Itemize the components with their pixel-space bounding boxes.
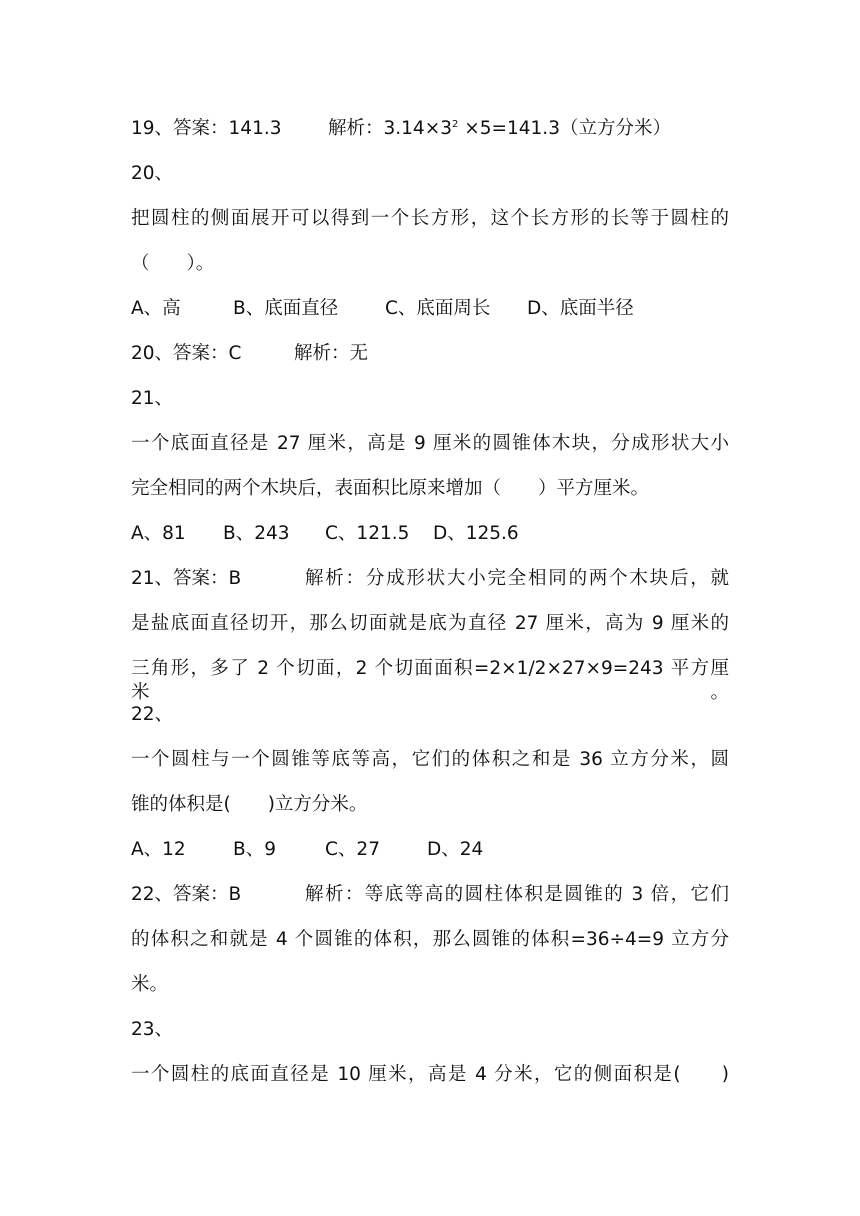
- q20-answer: 20、答案：C: [131, 343, 242, 364]
- q20-option-b: B、底面直径: [233, 298, 339, 319]
- q22-number: 22、: [131, 704, 174, 725]
- q20-analysis: 解析：无: [294, 343, 369, 364]
- q21-option-a: A、81: [131, 523, 186, 544]
- q20-option-a: A、高: [131, 298, 181, 319]
- q21-stem-line-2: 完全相同的两个木块后，表面积比原来增加（ ）平方厘米。: [131, 478, 650, 499]
- q22-analysis-line-2: 的体积之和就是 4 个圆锥的体积，那么圆锥的体积=36÷4=9 立方分: [131, 929, 729, 950]
- q22-option-d: D、24: [427, 839, 484, 860]
- q21-option-b: B、243: [223, 523, 290, 544]
- q21-analysis-line-3: 三角形，多了 2 个切面，2 个切面面积=2×1/2×27×9=243 平方厘米。: [131, 658, 729, 703]
- q22-answer: 22、答案：B: [131, 884, 242, 905]
- q23-number: 23、: [131, 1019, 174, 1040]
- q21-stem-line-1: 一个底面直径是 27 厘米，高是 9 厘米的圆锥体木块，分成形状大小: [131, 433, 729, 454]
- q20-stem-line-2: （ ）。: [131, 253, 215, 274]
- q21-answer: 21、答案：B: [131, 568, 242, 589]
- q19-analysis: 解析：$3.14\times 3^2 \times 5=141.3$（立方分米）: [328, 118, 671, 139]
- q19-answer: 19、答案：141.3: [131, 118, 282, 139]
- q22-analysis-line-3: 米。: [131, 974, 169, 995]
- q20-number: 20、: [131, 163, 174, 184]
- q21-analysis-line-2: 是盐底面直径切开，那么切面就是底为直径 27 厘米，高为 9 厘米的: [131, 613, 729, 634]
- q20-option-c: C、底面周长: [385, 298, 491, 319]
- q22-option-a: A、12: [131, 839, 186, 860]
- q21-analysis-line-1: 解析：分成形状大小完全相同的两个木块后，就: [305, 568, 729, 589]
- q20-stem-line-1: 把圆柱的侧面展开可以得到一个长方形，这个长方形的长等于圆柱的: [131, 208, 729, 229]
- q22-stem-line-2: 锥的体积是( )立方分米。: [131, 794, 368, 815]
- q21-option-d: D、125.6: [433, 523, 519, 544]
- q22-analysis-line-1: 解析：等底等高的圆柱体积是圆锥的 3 倍，它们: [305, 884, 729, 905]
- q21-number: 21、: [131, 388, 174, 409]
- q23-stem-line-1: 一个圆柱的底面直径是 10 厘米，高是 4 分米，它的侧面积是( ): [131, 1064, 729, 1085]
- q22-stem-line-1: 一个圆柱与一个圆锥等底等高，它们的体积之和是 36 立方分米，圆: [131, 749, 729, 770]
- q22-option-b: B、9: [233, 839, 276, 860]
- q20-option-d: D、底面半径: [527, 298, 634, 319]
- q22-option-c: C、27: [325, 839, 380, 860]
- q21-option-c: C、121.5: [325, 523, 410, 544]
